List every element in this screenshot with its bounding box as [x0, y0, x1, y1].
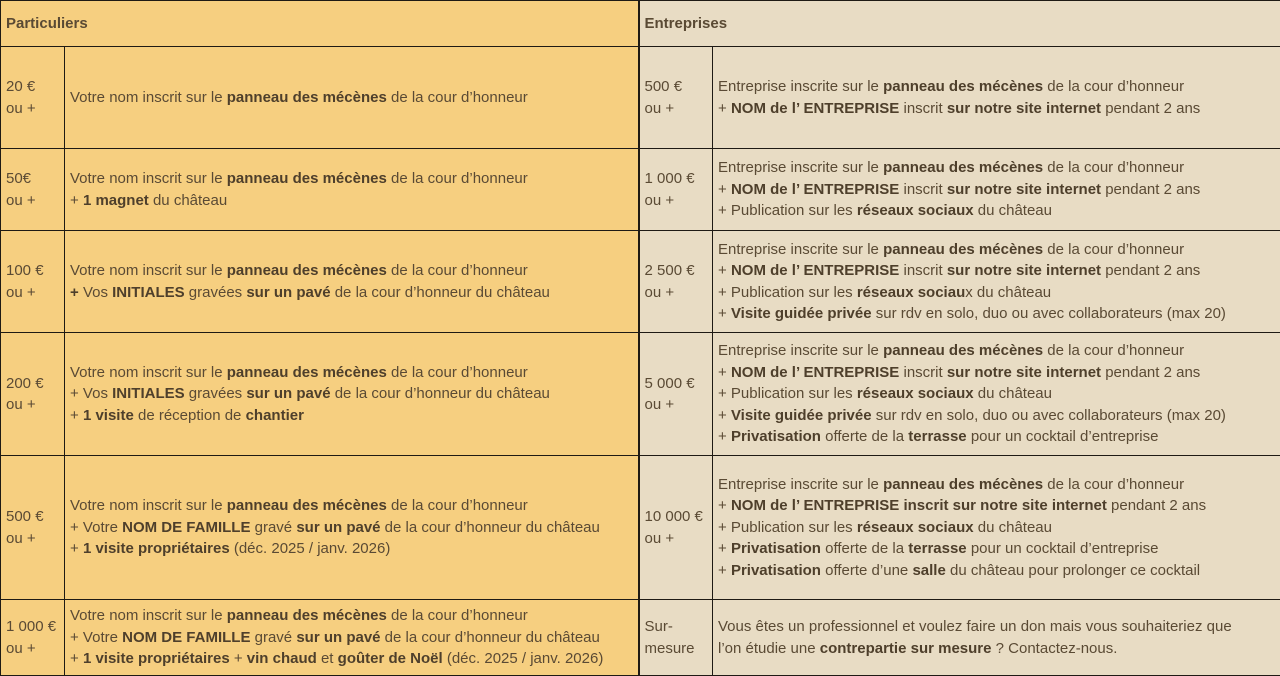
text: du château: [974, 202, 1052, 219]
bold-text: NOM de l’ ENTREPRISE inscrit sur notre site internet: [731, 497, 1107, 514]
text: + Votre: [70, 629, 122, 646]
text: de la cour d’honneur du château: [331, 284, 550, 301]
text: Votre nom inscrit sur le: [70, 607, 227, 624]
amount-value: 100 €: [6, 260, 59, 282]
text: +: [718, 540, 731, 557]
text: Votre nom inscrit sur le: [70, 170, 227, 187]
benefit-line: [718, 98, 1275, 120]
amount-suffix: ou +: [645, 190, 708, 212]
text: de la cour d’honneur: [387, 364, 528, 381]
particuliers-amount: [1, 149, 65, 231]
text: +: [718, 562, 731, 579]
text: Entreprise inscrite sur le: [718, 342, 883, 359]
bold-text: sur notre site internet: [947, 100, 1101, 117]
text: +: [718, 181, 731, 198]
benefit-line: [718, 495, 1275, 517]
text: (déc. 2025 / janv. 2026): [443, 650, 604, 667]
benefit-line: [70, 517, 633, 539]
text: +: [718, 262, 731, 279]
text: sur rdv en solo, duo ou avec collaborateurs (max 20): [872, 305, 1226, 322]
text: + Votre: [70, 519, 122, 536]
text: inscrit: [899, 181, 947, 198]
text: inscrit: [899, 262, 947, 279]
amount-value: 2 500 €: [645, 260, 708, 282]
bold-text: NOM de l’ ENTREPRISE: [731, 262, 899, 279]
tier-row: [1, 231, 1280, 333]
entreprises-benefits: [713, 600, 1280, 676]
entreprises-amount: [639, 456, 713, 600]
text: +: [718, 407, 731, 424]
text: gravé: [250, 519, 296, 536]
amount-value: 1 000 €: [6, 616, 59, 638]
bold-text: INITIALES: [112, 385, 185, 402]
text: de la cour d’honneur: [387, 607, 528, 624]
benefit-line: [70, 282, 633, 304]
bold-text: panneau des mécènes: [227, 170, 387, 187]
benefit-line: [718, 157, 1275, 179]
particuliers-amount: [1, 333, 65, 456]
benefit-line: [70, 495, 633, 517]
text: de la cour d’honneur: [1043, 476, 1184, 493]
particuliers-benefits: [65, 231, 639, 333]
text: ? Contactez-nous.: [991, 640, 1117, 657]
entreprises-benefits: [713, 231, 1280, 333]
amount-value: Sur-: [645, 616, 708, 638]
bold-text: sur notre site internet: [947, 262, 1101, 279]
text: de la cour d’honneur du château: [381, 519, 600, 536]
amount-value: 10 000 €: [645, 506, 708, 528]
benefit-line: [718, 616, 1275, 638]
benefit-line: [718, 638, 1275, 660]
particuliers-benefits: [65, 47, 639, 149]
entreprises-benefits: [713, 149, 1280, 231]
text: pendant 2 ans: [1101, 262, 1200, 279]
text: gravé: [250, 629, 296, 646]
bold-text: NOM de l’ ENTREPRISE: [731, 100, 899, 117]
bold-text: sur un pavé: [296, 629, 380, 646]
bold-text: Privatisation: [731, 562, 821, 579]
text: pendant 2 ans: [1101, 100, 1200, 117]
amount-suffix: ou +: [645, 282, 708, 304]
bold-text: panneau des mécènes: [883, 241, 1043, 258]
amount-suffix: ou +: [6, 638, 59, 660]
particuliers-benefits: [65, 456, 639, 600]
bold-text: Privatisation: [731, 540, 821, 557]
bold-text: sur notre site internet: [947, 364, 1101, 381]
text: sur rdv en solo, duo ou avec collaborateurs (max 20): [872, 407, 1226, 424]
text: +: [70, 540, 83, 557]
text: du château pour prolonger ce cocktail: [946, 562, 1200, 579]
text: pendant 2 ans: [1101, 181, 1200, 198]
tier-row: [1, 149, 1280, 231]
text: + Vos: [70, 385, 112, 402]
text: Votre nom inscrit sur le: [70, 262, 227, 279]
bold-text: panneau des mécènes: [227, 262, 387, 279]
benefit-line: [718, 538, 1275, 560]
particuliers-amount: [1, 231, 65, 333]
benefit-line: [718, 362, 1275, 384]
text: l’on étudie une: [718, 640, 820, 657]
bold-text: sur un pavé: [246, 284, 330, 301]
text: Votre nom inscrit sur le: [70, 364, 227, 381]
text: Vos: [83, 284, 112, 301]
benefit-line: [70, 605, 633, 627]
tier-row: [1, 456, 1280, 600]
text: pendant 2 ans: [1107, 497, 1206, 514]
benefit-line: [718, 340, 1275, 362]
text: du château: [974, 385, 1052, 402]
text: de la cour d’honneur: [387, 170, 528, 187]
bold-text: panneau des mécènes: [883, 476, 1043, 493]
text: offerte d’une: [821, 562, 912, 579]
text: de la cour d’honneur: [1043, 241, 1184, 258]
text: + Publication sur les: [718, 284, 857, 301]
amount-suffix: ou +: [6, 190, 59, 212]
bold-text: 1 visite propriétaires: [83, 650, 230, 667]
bold-text: panneau des mécènes: [883, 159, 1043, 176]
text: +: [70, 407, 83, 424]
bold-text: Privatisation: [731, 428, 821, 445]
bold-text: contrepartie sur mesure: [820, 640, 992, 657]
bold-text: terrasse: [908, 428, 966, 445]
particuliers-benefits: [65, 600, 639, 676]
bold-text: sur un pavé: [296, 519, 380, 536]
bold-text: panneau des mécènes: [883, 78, 1043, 95]
text: Votre nom inscrit sur le: [70, 497, 227, 514]
header-entreprises: Entreprises: [639, 1, 1280, 47]
benefit-line: [70, 538, 633, 560]
benefit-line: [70, 627, 633, 649]
tier-row: [1, 600, 1280, 676]
text: pour un cocktail d’entreprise: [967, 428, 1159, 445]
amount-value: 5 000 €: [645, 373, 708, 395]
amount-suffix: ou +: [6, 282, 59, 304]
text: +: [718, 497, 731, 514]
amount-value: 500 €: [645, 76, 708, 98]
benefit-line: [70, 87, 633, 109]
bold-text: panneau des mécènes: [883, 342, 1043, 359]
benefit-line: [70, 362, 633, 384]
entreprises-amount: [639, 600, 713, 676]
entreprises-amount: [639, 333, 713, 456]
bold-text: Visite guidée privée: [731, 305, 872, 322]
text: Entreprise inscrite sur le: [718, 476, 883, 493]
entreprises-benefits: [713, 333, 1280, 456]
particuliers-amount: [1, 47, 65, 149]
text: de réception de: [134, 407, 246, 424]
text: de la cour d’honneur: [387, 89, 528, 106]
text: Entreprise inscrite sur le: [718, 241, 883, 258]
text: (déc. 2025 / janv. 2026): [230, 540, 391, 557]
bold-text: NOM DE FAMILLE: [122, 629, 250, 646]
benefit-line: [718, 76, 1275, 98]
benefit-line: [70, 260, 633, 282]
text: Entreprise inscrite sur le: [718, 159, 883, 176]
text: de la cour d’honneur: [1043, 78, 1184, 95]
amount-suffix: ou +: [645, 528, 708, 550]
benefit-line: [70, 383, 633, 405]
benefit-line: [718, 560, 1275, 582]
particuliers-benefits: [65, 149, 639, 231]
header-particuliers: Particuliers: [1, 1, 639, 47]
text: de la cour d’honneur: [387, 262, 528, 279]
text: inscrit: [899, 364, 947, 381]
text: +: [718, 305, 731, 322]
bold-text: +: [70, 284, 83, 301]
particuliers-amount: [1, 456, 65, 600]
bold-text: panneau des mécènes: [227, 497, 387, 514]
bold-text: chantier: [246, 407, 304, 424]
bold-text: NOM DE FAMILLE: [122, 519, 250, 536]
bold-text: 1 visite propriétaires: [83, 540, 230, 557]
bold-text: panneau des mécènes: [227, 364, 387, 381]
bold-text: vin chaud: [247, 650, 317, 667]
bold-text: réseaux sociaux: [857, 202, 974, 219]
bold-text: sur un pavé: [246, 385, 330, 402]
text: +: [718, 428, 731, 445]
text: de la cour d’honneur: [387, 497, 528, 514]
benefit-line: [70, 405, 633, 427]
benefit-line: [718, 405, 1275, 427]
amount-suffix: ou +: [645, 98, 708, 120]
benefit-line: [70, 648, 633, 670]
benefit-line: [718, 260, 1275, 282]
text: Entreprise inscrite sur le: [718, 78, 883, 95]
text: + Publication sur les: [718, 385, 857, 402]
tier-row: [1, 333, 1280, 456]
benefit-line: [718, 239, 1275, 261]
bold-text: terrasse: [908, 540, 966, 557]
amount-suffix: ou +: [6, 394, 59, 416]
benefit-line: [718, 303, 1275, 325]
amount-suffix: ou +: [645, 394, 708, 416]
text: +: [70, 192, 83, 209]
text: + Publication sur les: [718, 202, 857, 219]
benefit-line: [718, 282, 1275, 304]
benefit-line: [718, 426, 1275, 448]
entreprises-benefits: [713, 456, 1280, 600]
benefit-line: [718, 179, 1275, 201]
text: inscrit: [899, 100, 947, 117]
text: + Publication sur les: [718, 519, 857, 536]
bold-text: NOM de l’ ENTREPRISE: [731, 364, 899, 381]
bold-text: goûter de Noël: [338, 650, 443, 667]
bold-text: salle: [912, 562, 945, 579]
benefit-line: [718, 383, 1275, 405]
bold-text: Visite guidée privée: [731, 407, 872, 424]
text: offerte de la: [821, 540, 908, 557]
benefit-line: [70, 168, 633, 190]
amount-suffix: mesure: [645, 638, 708, 660]
entreprises-benefits: [713, 47, 1280, 149]
bold-text: 1 visite: [83, 407, 134, 424]
bold-text: réseaux sociaux: [857, 385, 974, 402]
benefit-line: [70, 190, 633, 212]
text: gravées: [185, 385, 247, 402]
text: de la cour d’honneur du château: [331, 385, 550, 402]
text: +: [230, 650, 247, 667]
bold-text: panneau des mécènes: [227, 89, 387, 106]
text: +: [70, 650, 83, 667]
bold-text: réseaux sociaux: [857, 519, 974, 536]
entreprises-amount: [639, 149, 713, 231]
benefit-line: [718, 200, 1275, 222]
text: de la cour d’honneur: [1043, 159, 1184, 176]
text: x du château: [965, 284, 1051, 301]
particuliers-amount: [1, 600, 65, 676]
text: de la cour d’honneur: [1043, 342, 1184, 359]
amount-suffix: ou +: [6, 98, 59, 120]
text: offerte de la: [821, 428, 908, 445]
text: pour un cocktail d’entreprise: [967, 540, 1159, 557]
header-row: [1, 1, 1280, 47]
text: Vous êtes un professionnel et voulez faire un don mais vous souhaiteriez que: [718, 618, 1232, 635]
entreprises-amount: [639, 231, 713, 333]
text: Votre nom inscrit sur le: [70, 89, 227, 106]
text: du château: [149, 192, 227, 209]
amount-value: 50€: [6, 168, 59, 190]
bold-text: sur notre site internet: [947, 181, 1101, 198]
bold-text: réseaux sociau: [857, 284, 965, 301]
amount-value: 1 000 €: [645, 168, 708, 190]
text: de la cour d’honneur du château: [381, 629, 600, 646]
bold-text: 1 magnet: [83, 192, 149, 209]
text: et: [317, 650, 338, 667]
text: gravées: [185, 284, 247, 301]
benefit-line: [718, 517, 1275, 539]
entreprises-amount: [639, 47, 713, 149]
text: du château: [974, 519, 1052, 536]
amount-value: 500 €: [6, 506, 59, 528]
bold-text: panneau des mécènes: [227, 607, 387, 624]
particuliers-benefits: [65, 333, 639, 456]
text: +: [718, 100, 731, 117]
bold-text: INITIALES: [112, 284, 185, 301]
amount-suffix: ou +: [6, 528, 59, 550]
bold-text: NOM de l’ ENTREPRISE: [731, 181, 899, 198]
tier-row: [1, 47, 1280, 149]
text: +: [718, 364, 731, 381]
amount-value: 200 €: [6, 373, 59, 395]
text: pendant 2 ans: [1101, 364, 1200, 381]
benefit-line: [718, 474, 1275, 496]
amount-value: 20 €: [6, 76, 59, 98]
